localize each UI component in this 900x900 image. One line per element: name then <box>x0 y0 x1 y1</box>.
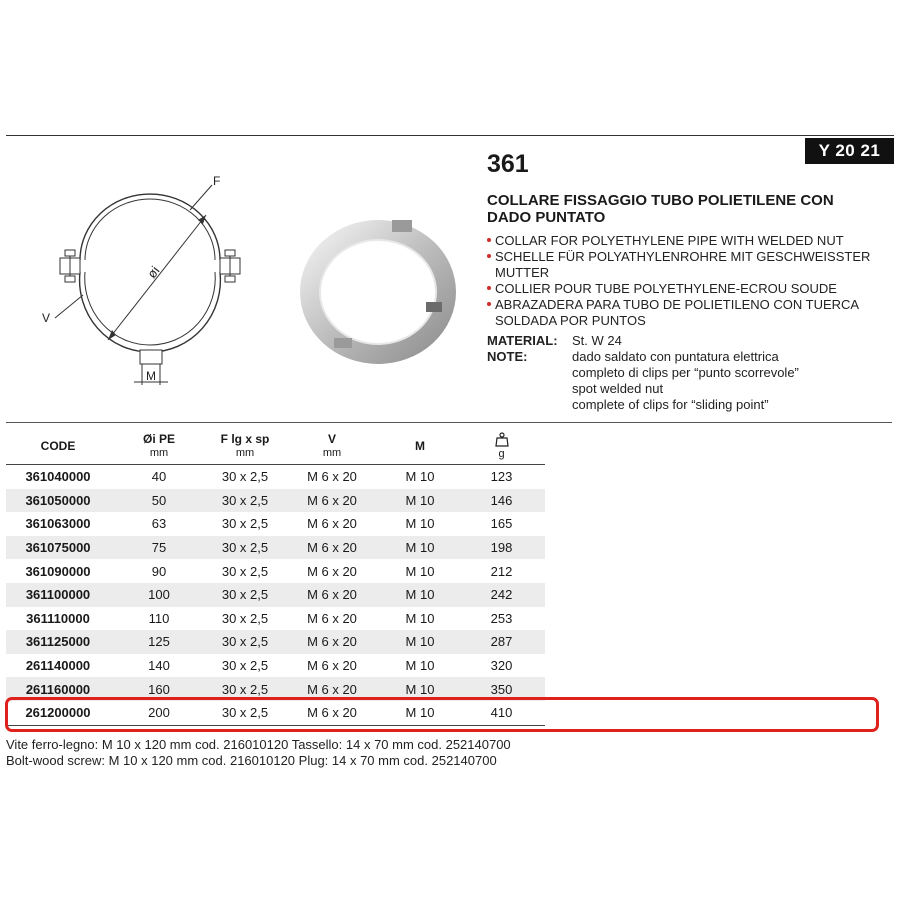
table-header <box>6 428 545 465</box>
table-cell: 261160000 <box>25 681 91 697</box>
table-cell: 361075000 <box>25 540 91 556</box>
table-cell: 320 <box>490 658 513 674</box>
table-cell: M 10 <box>405 516 435 532</box>
table-cell: M 6 x 20 <box>307 516 357 532</box>
table-cell: 30 x 2,5 <box>221 469 269 485</box>
table-cell: M 6 x 20 <box>307 540 357 556</box>
table-cell: M 6 x 20 <box>307 705 357 721</box>
table-cell: M 6 x 20 <box>307 658 357 674</box>
note-label: NOTE: <box>487 349 528 364</box>
table-cell: 30 x 2,5 <box>221 705 269 721</box>
table-cell: 63 <box>151 516 167 532</box>
table-cell: 253 <box>490 610 513 626</box>
table-cell: 200 <box>148 705 170 721</box>
header-code: CODE <box>40 439 76 453</box>
table-row <box>6 489 545 513</box>
table-cell: 110 <box>148 610 170 626</box>
footnotes <box>6 737 511 769</box>
table-cell: 50 <box>151 492 167 508</box>
table-cell: 361063000 <box>25 516 91 532</box>
table-row <box>6 512 545 536</box>
material-label: MATERIAL: <box>487 333 558 348</box>
table-row <box>6 607 545 631</box>
table-cell: M 6 x 20 <box>307 563 357 579</box>
table-cell: 30 x 2,5 <box>221 610 269 626</box>
collar-technical-drawing <box>30 170 260 395</box>
table-cell: 361050000 <box>25 492 91 508</box>
table-cell: 140 <box>148 658 170 674</box>
description-de: SCHELLE FÜR POLYATHYLENROHRE MIT GESCHWEISSTER MUTTER <box>487 249 877 281</box>
table-cell: M 10 <box>405 469 435 485</box>
table-cell: 125 <box>148 634 170 650</box>
table-cell: 30 x 2,5 <box>221 658 269 674</box>
section-rule <box>6 422 892 423</box>
year-badge: Y 20 21 <box>805 138 894 164</box>
material-value: St. W 24 <box>572 333 622 348</box>
table-cell: 361110000 <box>26 610 90 626</box>
table-cell: 361040000 <box>25 469 91 485</box>
header-nut: M <box>415 439 425 453</box>
header-weight: g <box>458 428 545 464</box>
label-m: M <box>146 369 156 383</box>
table-row <box>6 630 545 654</box>
header-band: F lg x sp mm <box>220 432 270 459</box>
table-cell: 261140000 <box>25 658 91 674</box>
table-cell: M 10 <box>405 587 435 603</box>
note-line: completo di clips per “punto scorrevole” <box>572 365 799 380</box>
footnote-en: Bolt-wood screw: M 10 x 120 mm cod. 216010120 Plug: 14 x 70 mm cod. 252140700 <box>6 753 497 768</box>
note-line: dado saldato con puntatura elettrica <box>572 349 779 364</box>
table-cell: 361125000 <box>25 634 91 650</box>
top-rule <box>6 135 894 136</box>
header-screw: V mm <box>322 432 342 459</box>
description-fr: COLLIER POUR TUBE POLYETHYLENE-ECROU SOUDE <box>487 281 877 297</box>
table-body <box>6 465 545 725</box>
header-diameter: Øi PE mm <box>142 432 175 459</box>
table-cell: M 10 <box>405 492 435 508</box>
table-cell: 30 x 2,5 <box>221 492 269 508</box>
table-cell: 100 <box>148 587 170 603</box>
table-bottom-rule <box>6 725 545 726</box>
table-cell: M 10 <box>405 540 435 556</box>
note-line: complete of clips for “sliding point” <box>572 397 769 412</box>
table-cell: M 10 <box>405 634 435 650</box>
table-cell: 30 x 2,5 <box>221 681 269 697</box>
product-title: COLLARE FISSAGGIO TUBO POLIETILENE CON DADO PUNTATO <box>487 192 834 226</box>
table-cell: 90 <box>151 563 167 579</box>
table-cell: 361090000 <box>25 563 91 579</box>
product-code: 361 <box>487 150 529 178</box>
collar-product-photo <box>300 210 460 370</box>
table-cell: M 6 x 20 <box>307 610 357 626</box>
table-cell: M 6 x 20 <box>307 681 357 697</box>
spec-block <box>487 333 799 413</box>
table-cell: M 10 <box>405 705 435 721</box>
table-row <box>6 536 545 560</box>
table-cell: 212 <box>490 563 513 579</box>
table-cell: 361100000 <box>25 587 91 603</box>
table-cell: 146 <box>490 492 513 508</box>
table-row <box>6 701 545 725</box>
table-row <box>6 559 545 583</box>
description-list <box>487 233 877 329</box>
table-cell: M 6 x 20 <box>307 587 357 603</box>
table-cell: M 6 x 20 <box>307 492 357 508</box>
table-cell: 242 <box>490 587 513 603</box>
description-es: ABRAZADERA PARA TUBO DE POLIETILENO CON TUERCA SOLDADA POR PUNTOS <box>487 297 877 329</box>
table-cell: M 10 <box>405 563 435 579</box>
description-en: COLLAR FOR POLYETHYLENE PIPE WITH WELDED NUT <box>487 233 877 249</box>
table-cell: 75 <box>151 540 167 556</box>
table-cell: 40 <box>151 469 167 485</box>
label-oi: øi <box>144 263 163 282</box>
label-v: V <box>42 311 51 325</box>
product-table <box>6 428 545 726</box>
table-cell: M 10 <box>405 658 435 674</box>
note-line: spot welded nut <box>572 381 664 396</box>
table-cell: 410 <box>490 705 513 721</box>
table-cell: 287 <box>490 634 513 650</box>
table-cell: M 6 x 20 <box>307 634 357 650</box>
label-f: F <box>213 174 221 188</box>
table-cell: 30 x 2,5 <box>221 587 269 603</box>
table-row <box>6 465 545 489</box>
table-cell: 160 <box>148 681 170 697</box>
table-cell: M 10 <box>405 681 435 697</box>
table-row <box>6 654 545 678</box>
table-cell: M 6 x 20 <box>307 469 357 485</box>
table-cell: 30 x 2,5 <box>221 540 269 556</box>
table-cell: 165 <box>490 516 513 532</box>
table-row <box>6 583 545 607</box>
weight-icon <box>495 432 509 447</box>
table-cell: 123 <box>490 469 513 485</box>
table-row <box>6 677 545 701</box>
table-cell: 261200000 <box>25 705 91 721</box>
table-cell: 30 x 2,5 <box>221 516 269 532</box>
table-cell: 30 x 2,5 <box>221 634 269 650</box>
footnote-it: Vite ferro-legno: M 10 x 120 mm cod. 216010120 Tassello: 14 x 70 mm cod. 252140700 <box>6 737 511 752</box>
table-cell: M 10 <box>405 610 435 626</box>
table-cell: 198 <box>490 540 513 556</box>
table-cell: 350 <box>490 681 513 697</box>
table-cell: 30 x 2,5 <box>221 563 269 579</box>
